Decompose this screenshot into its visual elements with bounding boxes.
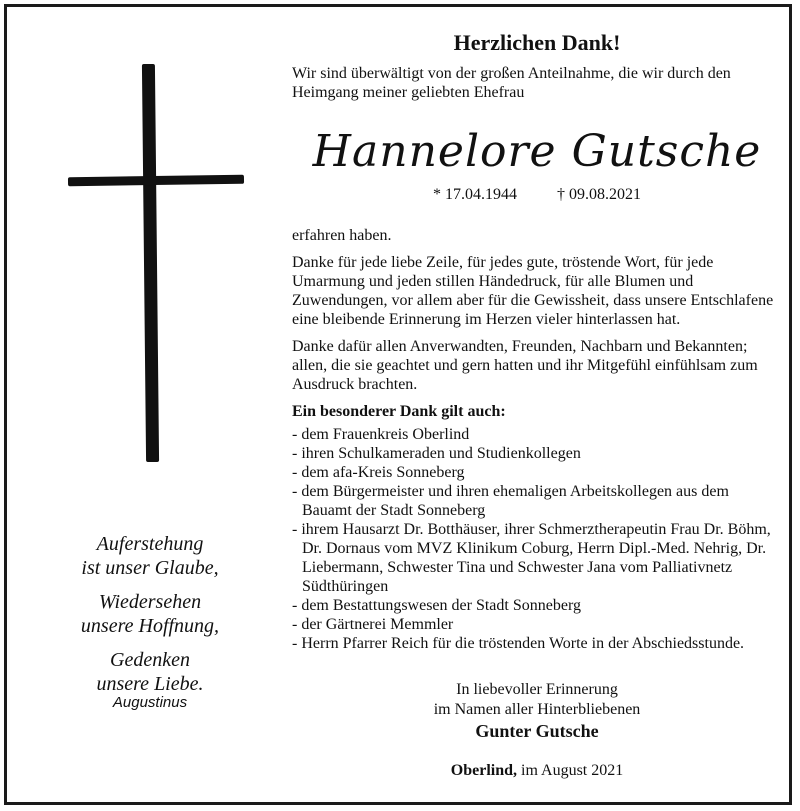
quote-line: unsere Liebe. bbox=[96, 673, 204, 695]
list-item: - ihren Schulkameraden und Studienkollegen bbox=[292, 445, 581, 462]
birth-date: * 17.04.1944 bbox=[433, 186, 517, 203]
list-item: - der Gärtnerei Memmler bbox=[292, 616, 454, 633]
thanks-heading: Ein besonderer Dank gilt auch: bbox=[292, 403, 506, 420]
life-dates bbox=[292, 186, 782, 204]
list-item: - dem Frauenkreis Oberlind bbox=[292, 426, 470, 443]
paragraph: erfahren haben. bbox=[292, 227, 392, 244]
signer-name: Gunter Gutsche bbox=[475, 721, 599, 741]
list-item: - dem Bestattungswesen der Stadt Sonneberg bbox=[292, 597, 581, 614]
list-item: - dem Bürgermeister und ihren ehemaligen Arbeitskollegen aus dem Bauamt der Stadt Sonneberg bbox=[292, 483, 729, 519]
death-date: † 09.08.2021 bbox=[557, 186, 641, 203]
quote-line: unsere Hoffnung, bbox=[80, 615, 220, 637]
quote-line: Auferstehung bbox=[96, 533, 204, 555]
deceased-name: Hannelore Gutsche bbox=[312, 126, 762, 177]
quote-line: Gedenken bbox=[110, 649, 190, 671]
closing-line: In liebevoller Erinnerung bbox=[456, 681, 618, 698]
intro-text: Wir sind überwältigt von der großen Anteilnahme, die wir durch den Heimgang meiner geliebten Ehefrau bbox=[292, 65, 731, 101]
paragraph: Danke für jede liebe Zeile, für jedes gute, tröstende Wort, für jede Umarmung und jeden stillen Händedruck, für alle Blumen und Zuwendungen, vor allem aber für die Gewissheit, dass unsere Entschlafene eine bleibende Erinnerung im Herzen vieler hinterlassen hat. bbox=[292, 254, 774, 328]
quote-line: ist unser Glaube, bbox=[81, 557, 219, 579]
place-date bbox=[292, 762, 782, 780]
list-item: - dem afa-Kreis Sonneberg bbox=[292, 464, 465, 481]
quote-author: Augustinus bbox=[112, 694, 188, 711]
date: im August 2021 bbox=[521, 762, 624, 779]
body-text bbox=[292, 226, 782, 653]
closing bbox=[292, 680, 782, 742]
quote bbox=[40, 532, 260, 696]
thanks-list bbox=[292, 425, 782, 653]
quote-line: Wiedersehen bbox=[98, 591, 202, 613]
list-item: - ihrem Hausarzt Dr. Botthäuser, ihrer Schmerztherapeutin Frau Dr. Böhm, Dr. Dornaus vom MVZ Klinikum Coburg, Herrn Dipl.-Med. Nehrig, Dr. Liebermann, Schwester Tina und Schwester Jana vom Palliativnetz Südthüringen bbox=[292, 521, 771, 595]
closing-line: im Namen aller Hinterbliebenen bbox=[433, 701, 641, 718]
list-item: - Herrn Pfarrer Reich für die tröstenden Worte in der Abschiedsstunde. bbox=[292, 635, 745, 652]
place: Oberlind, bbox=[450, 762, 517, 779]
paragraph: Danke dafür allen Anverwandten, Freunden, Nachbarn und Bekannten; allen, die sie geachtet und gern hatten und ihr Mitgefühl einfühlsam zum Ausdruck brachten. bbox=[292, 338, 758, 393]
page-title: Herzlichen Dank! bbox=[453, 30, 621, 55]
